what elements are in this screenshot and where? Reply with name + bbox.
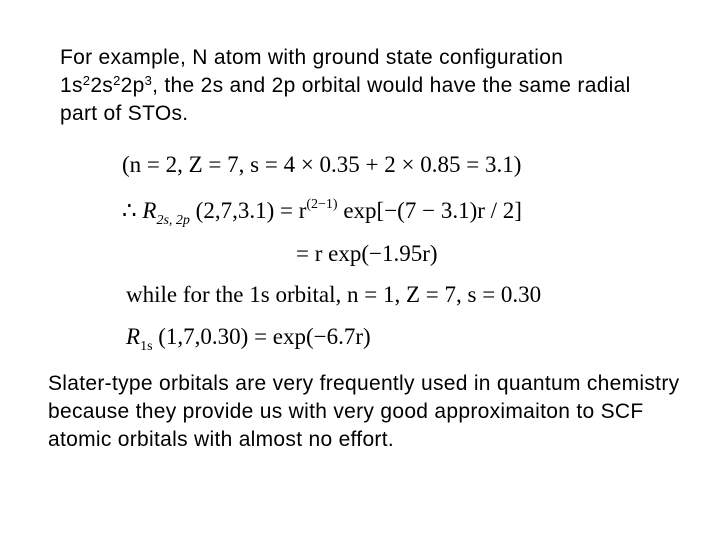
radial-function-symbol: R: [142, 198, 157, 223]
intro-line-2: [60, 72, 710, 100]
intro-line-2-rest: , the 2s and 2p orbital would have the same radial: [152, 74, 631, 97]
radial-subscript: 2s, 2p: [156, 213, 190, 228]
equation-radial-2s2p: [122, 196, 522, 226]
equation-parameters: (n = 2, Z = 7, s = 4 × 0.35 + 2 × 0.85 = 3.1): [122, 152, 522, 177]
intro-line-1: For example, N atom with ground state configuration: [60, 46, 564, 69]
equation-1s-parameters: while for the 1s orbital, n = 1, Z = 7, s = 0.30: [126, 282, 542, 307]
radial-exp-term: exp[−(7 − 3.1)r / 2]: [343, 198, 522, 223]
config-2s: $2s^2$: [90, 73, 121, 97]
equation-simplified: = r exp(−1.95r): [296, 241, 438, 266]
config-2p: $2p^3$: [120, 73, 153, 97]
config-1s: $1s^2$: [60, 73, 91, 97]
equation-radial-1s: [126, 322, 371, 352]
radial-1s-subscript: 1s: [140, 339, 153, 354]
intro-paragraph: [60, 44, 710, 128]
intro-line-3: part of STOs.: [60, 102, 189, 125]
radial-args: (2,7,3.1) = r: [195, 198, 307, 223]
radial-1s-symbol: R: [126, 324, 141, 349]
radial-exponent: (2−1): [306, 197, 338, 212]
radial-1s-rest: (1,7,0.30) = exp(−6.7r): [158, 324, 371, 349]
outro-paragraph: Slater-type orbitals are very frequently used in quantum chemistry because they provide us with very good approximaiton to SCF atomic orbitals with almost no effort.: [48, 372, 680, 451]
therefore-symbol: ∴: [122, 198, 137, 223]
